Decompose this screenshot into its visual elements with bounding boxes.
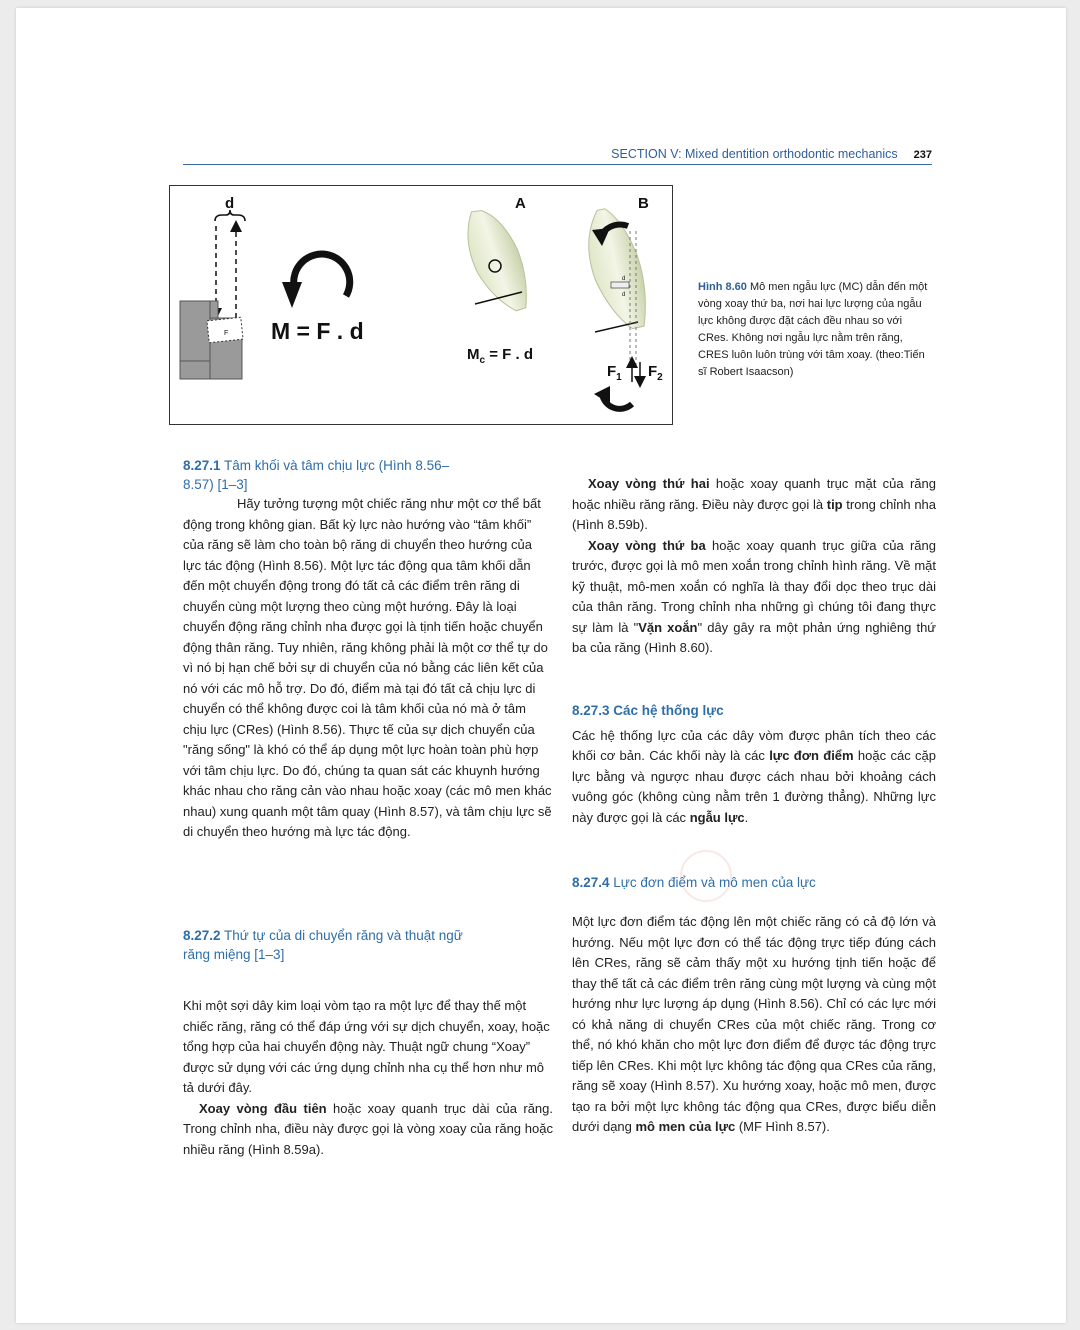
figure-caption	[698, 279, 928, 381]
section-heading-8-27-3: 8.27.3 Các hệ thống lực	[572, 702, 724, 718]
figure-8-60	[169, 185, 673, 425]
formula-mc: $M_c = F$ . d	[467, 346, 533, 366]
label-f1: $F_1$	[607, 363, 622, 383]
watermark-stamp	[680, 850, 732, 902]
rotation-arrow-left	[294, 254, 350, 296]
paragraph-first-order: Xoay vòng đầu tiên hoặc xoay quanh trục dài của răng. Trong chỉnh nha, điều này được gọi là vòng xoay của răng hoặc nhiều răng (Hình 8.59a).	[183, 1100, 553, 1157]
label-inner-d2: d	[622, 292, 626, 298]
label-f2: $F_2$	[648, 363, 663, 383]
section-body-8-27-3: Các hệ thống lực của các dây vòm được phân tích theo các khối cơ bản. Các khối này là các lực đơn điểm hoặc các cặp lực bằng và ngược nhau được cách nhau bởi khoảng cách vuông góc (không cùng nằm trên 1 đường thẳng). Những lực này được gọi là các ngẫu lực.	[572, 727, 936, 825]
socket-base	[210, 338, 242, 379]
header-title: SECTION V: Mixed dentition orthodontic mechanics	[611, 147, 898, 161]
label-b: B	[638, 195, 649, 212]
section-heading-8-27-2: 8.27.2 Thứ tự của di chuyển răng và thuật ngữ răng miệng [1–3]	[183, 928, 463, 962]
socket-wall	[180, 301, 210, 361]
left-column-lower	[183, 926, 553, 1160]
page-number: 237	[913, 149, 932, 161]
section-body-8-27-2: Khi một sợi dây kim loại vòm tạo ra một lực để thay thế một chiếc răng, răng có thể đáp ứng với sự dịch chuyển, xoay, hoặc tổng hợp của hai chuyển động này. Thuật ngữ chung “Xoay” được sử dụng với các ứng dụng chỉnh nha cụ thể hơn như mô tả dưới đây.	[183, 998, 550, 1095]
rotation-arrowhead-left	[282, 282, 302, 308]
label-inner-d1: d	[622, 276, 626, 282]
formula-moment: M = F . d	[271, 318, 364, 344]
figure-diagram	[170, 186, 672, 424]
paragraph-second-order: Xoay vòng thứ hai hoặc xoay quanh trục mặt của răng hoặc nhiều răng răng. Điều này được gọi là tip trong chỉnh nha (Hình 8.59b).	[572, 476, 937, 532]
section-body-8-27-4: Một lực đơn điểm tác động lên một chiếc răng có cả độ lớn và hướng. Nếu một lực đơn có thể tác động trực tiếp đúng cách lên CRes, răng sẽ cảm thấy một xu hướng tịnh tiến hoặc để thay thế tất cả các điểm trên răng cùng một lượng và cùng một hướng như lực lượng áp dụng (Hình 8.56). Chỉ có các lực mới có khả năng di chuyển CRes của một chiếc răng. Trong cơ thể, nó khó khăn cho một lực đơn điểm để được tác động trực tiếp lên CRes. Khi một lực không tác động qua CRes của răng, răng sẽ xoay (Hình 8.57). Xu hướng xoay, hoặc mô men, được tạo ra bởi một lực không tác động qua CRes, được biểu diễn dưới dạng mô men của lực (MF Hình 8.57).	[572, 914, 936, 1134]
section-heading-8-27-4: 8.27.4 Lực đơn điểm và mô men của lực	[572, 875, 816, 890]
running-header	[183, 147, 932, 165]
caption-text: Mô men ngẫu lực (MC) dẫn đến một vòng xoay thứ ba, nơi hai lực lượng của ngẫu lực không được đặt cách đều nhau so với CRes. Không nơi ngẫu lực nằm trên răng, CRES luôn luôn trùng với tâm xoay. (theo:Tiến sĩ Robert Isaacson)	[698, 281, 928, 378]
section-body-8-27-1: Hãy tưởng tượng một chiếc răng như một cơ thể bất động trong không gian. Bất kỳ lực nào hướng vào “tâm khối” của răng sẽ làm cho toàn bộ răng di chuyển theo hướng của lực tác động (Hình 8.56). Một lực tác động qua tâm khối dẫn đến một chuyển động trong đó tất cả các điểm trên răng di chuyển cùng một lượng theo cùng một hướng. Đây là loại chuyển động răng chỉnh nha được gọi là tịnh tiến hoặc chuyển động thân răng. Tuy nhiên, răng không phải là một cơ thể tự do vì nó bị hạn chế bởi sự di chuyển của nó bằng các liên kết của nó với các mô hỗ trợ. Do đó, điểm mà tại đó tất cả chịu lực di chuyển có thể không được coi là tâm khối của nó mà ở tâm chịu lực (CRes) (Hình 8.56). Thực tế của sự dịch chuyển của "răng sống" là khó có thể áp dụng một lực hoàn toàn phù hợp với tâm chịu lực. Do đó, chúng ta quan sát các khuynh hướng khác nhau cho răng cản vào nhau hoặc xoay (các mô men khác nhau) xung quanh một tâm quay (Hình 8.57), và tâm chịu lực sẽ di chuyển theo hướng mà lực tác động.	[183, 496, 552, 839]
right-column	[572, 474, 936, 1138]
label-inner-f: F	[224, 330, 229, 337]
caption-label: Hình 8.60	[698, 281, 747, 293]
label-d: d	[225, 195, 235, 212]
d-brace	[215, 210, 245, 221]
section-heading-8-27-1: 8.27.1 Tâm khối và tâm chịu lực (Hình 8.56–8.57) [1–3]	[183, 458, 450, 492]
paragraph-third-order: Xoay vòng thứ ba hoặc xoay quanh trục giữa của răng trước, được gọi là mô men xoắn trong chỉnh hình răng. Về mặt kỹ thuật, mô-men xoắn có nghĩa là thay đổi dọc theo trục dài của thân răng. Trong chỉnh nha những gì chúng tôi đang thực sự làm là "Vặn xoắn" dây gây ra một phản ứng nghiêng thứ ba của răng (Hình 8.60).	[572, 537, 937, 655]
label-a: A	[515, 195, 526, 212]
left-column	[183, 456, 553, 843]
bracket	[611, 282, 629, 288]
